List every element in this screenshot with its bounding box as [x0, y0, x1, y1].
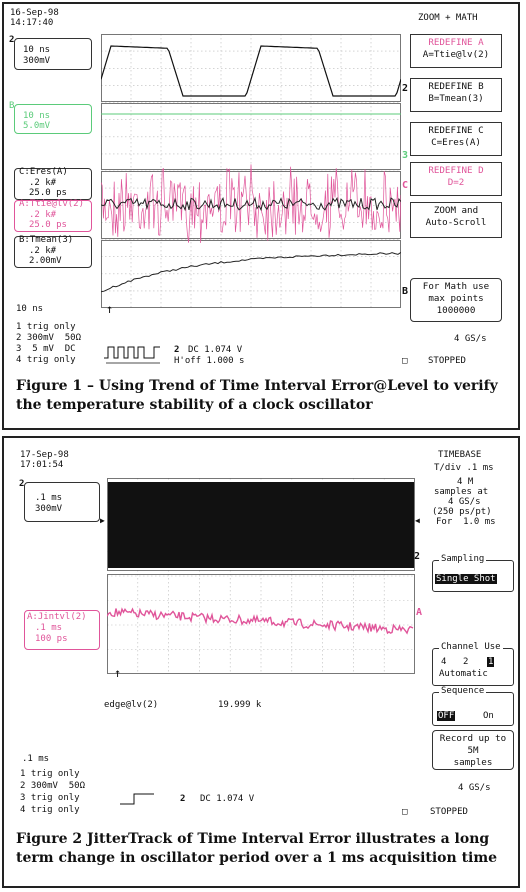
- ground-marker-left-icon: ▶: [100, 516, 105, 525]
- pulse-train-icon: [104, 344, 166, 366]
- tdiv-label: T/div .1 ms: [434, 463, 494, 473]
- button-line-2: C=Eres(A): [431, 137, 481, 148]
- trig-line-3: 3 5 mV DC: [16, 344, 76, 354]
- waveform-grid: [107, 478, 415, 674]
- date-label: 16-Sep-98: [10, 8, 59, 18]
- redefine-d-button[interactable]: [410, 162, 502, 196]
- button-line-1: REDEFINE B: [428, 81, 484, 92]
- trace-marker-a: A: [416, 607, 423, 618]
- channel-use-1[interactable]: 1: [488, 657, 494, 667]
- trig-line-2: 2 300mV 50Ω: [20, 781, 86, 791]
- channel-b-top-box[interactable]: [9, 101, 92, 134]
- math-points-box[interactable]: [410, 278, 502, 322]
- math-c-label: C:Eres(A): [19, 167, 68, 177]
- math-b-value-2: 2.00mV: [29, 256, 62, 266]
- trig-line-1: 1 trig only: [20, 769, 80, 779]
- date-label: 17-Sep-98: [20, 450, 69, 460]
- jitter-value-1: .1 ms: [35, 623, 63, 633]
- bottom-timebase: .1 ms: [22, 754, 50, 764]
- acquisition-status: STOPPED: [430, 807, 468, 817]
- samples-line-5: For 1.0 ms: [436, 517, 496, 527]
- trace-marker-2: 2: [414, 551, 421, 562]
- channel-timebase: 10 ns: [23, 111, 51, 121]
- sequence-on[interactable]: On: [483, 711, 494, 721]
- pink-jitter-track-trace: [107, 609, 413, 634]
- channel-use-4[interactable]: 4: [441, 657, 447, 667]
- math-b-box[interactable]: [14, 236, 92, 268]
- trace-marker-2: 2: [402, 83, 409, 94]
- trigger-channel: 2: [180, 794, 186, 804]
- channel-letter: B: [9, 101, 15, 111]
- math-a-value-2: 25.0 ps: [29, 220, 67, 230]
- math-a-value-1: .2 k#: [29, 210, 57, 220]
- math-c-box[interactable]: [14, 168, 92, 200]
- sampling-value[interactable]: Single Shot: [436, 574, 496, 584]
- trace-marker-3: 3: [402, 150, 409, 161]
- redefine-a-button[interactable]: [410, 34, 502, 68]
- trigger-channel: 2: [174, 345, 180, 355]
- sample-rate: 4 GS/s: [458, 783, 491, 793]
- sequence-off[interactable]: OFF: [438, 711, 455, 721]
- math-box-line-1: For Math use: [422, 281, 490, 292]
- channel-num: 2: [9, 35, 15, 45]
- time-label: 17:01:54: [20, 460, 64, 470]
- math-box-line-2: max points: [428, 293, 484, 304]
- channel-num: 2: [19, 479, 25, 489]
- button-line-2: D=2: [447, 177, 465, 188]
- status-square-icon: □: [402, 807, 408, 817]
- channel-use-2[interactable]: 2: [463, 657, 469, 667]
- math-c-value-2: 25.0 ps: [29, 188, 67, 198]
- trace-marker-c: C: [402, 180, 409, 191]
- button-line-1: REDEFINE D: [428, 165, 484, 176]
- trig-line-3: 3 trig only: [20, 793, 80, 803]
- waveform-grid: [101, 34, 401, 308]
- channel-volts: 300mV: [35, 504, 63, 514]
- bottom-timebase: 10 ns: [16, 304, 44, 314]
- channel-2-box[interactable]: [9, 35, 92, 70]
- trig-line-4: 4 trig only: [16, 355, 76, 365]
- channel-use-title: Channel Use: [441, 642, 501, 652]
- trigger-arrow-icon: ↑: [114, 666, 122, 680]
- button-line-2: B=Tmean(3): [428, 93, 484, 104]
- button-line-2: Auto-Scroll: [425, 217, 487, 228]
- record-up-to-box[interactable]: [432, 730, 514, 770]
- channel-2-box[interactable]: [19, 479, 100, 522]
- jitter-a-box[interactable]: [24, 610, 100, 650]
- math-b-label: B:Tmean(3): [19, 235, 74, 245]
- samples-line-1: 4 M: [457, 477, 474, 487]
- mode-title: TIMEBASE: [438, 450, 482, 460]
- edge-label: edge@lv(2): [104, 700, 159, 710]
- channel-volts: 300mV: [23, 56, 51, 66]
- trig-line-4: 4 trig only: [20, 805, 80, 815]
- channel-volts: 5.0mV: [23, 121, 51, 131]
- samples-line-4: (250 ps/pt): [432, 507, 492, 517]
- trend-trace: [101, 252, 401, 291]
- sequence-group[interactable]: [432, 686, 514, 726]
- math-box-line-3: 1000000: [436, 305, 476, 316]
- figure-1-caption: Figure 1 – Using Trend of Time Interval Error@Level to verify the temperature stability of a clock oscillator: [16, 378, 498, 413]
- channel-use-group[interactable]: [432, 642, 514, 686]
- trigger-coupling: DC 1.074 V: [200, 794, 255, 804]
- status-square-icon: □: [402, 356, 408, 366]
- button-line-1: REDEFINE C: [428, 125, 484, 136]
- figure-2-caption: Figure 2 JitterTrack of Time Interval Error illustrates a long term change in oscillator period over a 1 ms acquisition time: [16, 831, 498, 866]
- figure-2-panel: [2, 436, 520, 888]
- mode-title: ZOOM + MATH: [418, 13, 478, 23]
- trigger-coupling: DC 1.074 V: [188, 345, 243, 355]
- redefine-b-button[interactable]: [410, 78, 502, 112]
- button-line-1: ZOOM and: [433, 205, 479, 216]
- trace-marker-b: B: [402, 286, 409, 297]
- record-line-3: samples: [453, 757, 493, 768]
- time-label: 14:17:40: [10, 18, 54, 28]
- math-c-value-1: .2 k#: [29, 178, 57, 188]
- dense-clock-trace: [108, 482, 414, 568]
- sampling-group[interactable]: [432, 554, 514, 592]
- record-line-1: Record up to: [439, 733, 507, 744]
- sampling-title: Sampling: [441, 554, 485, 564]
- math-a-box[interactable]: [14, 200, 92, 232]
- figure-1-panel: [2, 2, 520, 430]
- trigger-arrow-icon: ↑: [106, 302, 114, 316]
- edge-value: 19.999 k: [218, 700, 262, 710]
- jitter-value-2: 100 ps: [35, 634, 68, 644]
- button-line-2: A=Ttie@lv(2): [422, 49, 490, 60]
- samples-line-2: samples at: [434, 487, 489, 497]
- math-a-label: A:Ttie@lv(2): [19, 199, 85, 209]
- channel-timebase: .1 ms: [35, 493, 63, 503]
- zoom-autoscroll-button[interactable]: [410, 202, 502, 238]
- channel-timebase: 10 ns: [23, 45, 51, 55]
- trigger-edge-icon: [118, 792, 158, 806]
- trig-line-1: 1 trig only: [16, 322, 76, 332]
- record-line-2: 5M: [467, 745, 479, 756]
- trig-line-2: 2 300mV 50Ω: [16, 333, 82, 343]
- acquisition-status: STOPPED: [428, 356, 466, 366]
- sample-rate: 4 GS/s: [454, 334, 487, 344]
- jitter-label: A:Jintvl(2): [27, 612, 87, 622]
- samples-line-3: 4 GS/s: [448, 497, 481, 507]
- math-b-value-1: .2 k#: [29, 246, 57, 256]
- trigger-holdoff: H'off 1.000 s: [174, 356, 245, 366]
- ground-marker-right-icon: ◀: [415, 516, 420, 525]
- sequence-title: Sequence: [441, 686, 485, 696]
- redefine-c-button[interactable]: [410, 122, 502, 156]
- button-line-1: REDEFINE A: [428, 37, 484, 48]
- channel-use-mode: Automatic: [439, 669, 488, 679]
